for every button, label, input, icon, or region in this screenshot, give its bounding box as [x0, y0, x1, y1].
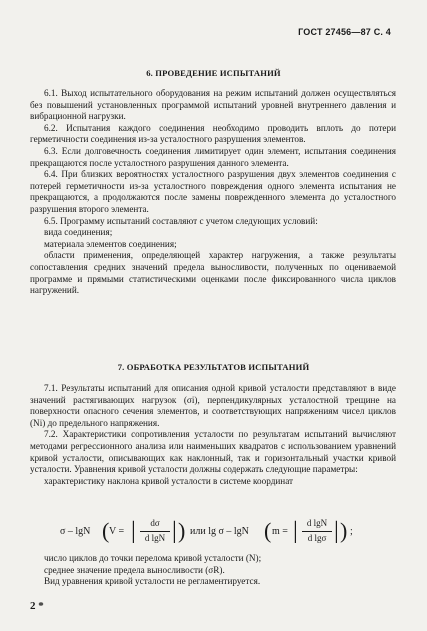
formula-numerator: dσ	[150, 518, 160, 528]
fraction-line	[302, 531, 332, 532]
formula-bracket: |	[131, 518, 136, 544]
paragraph-7-1: 7.1. Результаты испытаний для описания одной кривой усталости представляют в виде значений растягивающих нагрузок (σi), перпендикулярных усталостной трещине на поверхности опасного сечения элементов, и соответствующих напряжениям чисел циклов (Ni) до предельного напряжения.	[30, 383, 396, 428]
paragraph-6-5: 6.5. Программу испытаний составляют с учетом следующих условий:	[44, 215, 318, 226]
fraction-line	[140, 531, 170, 532]
section-7-after	[30, 553, 396, 588]
formula-bracket: |	[172, 518, 177, 544]
condition-item: материала элементов соединения;	[44, 238, 177, 249]
condition-item: вида соединения;	[44, 227, 113, 238]
param-endurance: среднее значение предела выносливости (σR).	[44, 564, 225, 575]
formula-bracket: |	[293, 518, 298, 544]
page-header: ГОСТ 27456—87 С. 4	[298, 27, 391, 37]
paragraph-6-4: 6.4. При близких вероятностях усталостного разрушения двух элементов соединения с потерей герметичности из-за усталостного повреждения одного элемента испытания не прекращаются, а продолжаются после замены поврежденного элемента до усталостного разрушения второго элемента.	[30, 169, 396, 214]
paragraph-7-2: 7.2. Характеристики сопротивления усталости по результатам испытаний вычисляют методами регрессионного анализа или наименьших квадратов с использованием уравнений кривой усталости, описывающих как наклонный, так и горизонтальный участки кривой усталости. Уравнения кривой усталости должны содержать следующие параметры:	[30, 429, 396, 475]
paragraph-6-3: 6.3. Если долговечность соединения лимитирует один элемент, испытания соединения прекращаются после усталостного разрушения данного элемента.	[30, 145, 396, 168]
formula-numerator: d lgN	[306, 518, 328, 528]
section-6-title: 6. ПРОВЕДЕНИЕ ИСПЫТАНИЙ	[146, 68, 281, 78]
formula-paren: (	[264, 518, 272, 543]
formula-paren: (	[102, 518, 110, 543]
formula-or-text: или lg σ – lgN	[190, 526, 249, 537]
formula-coordinates: σ – lgN	[60, 526, 91, 537]
paragraph-6-2: 6.2. Испытания каждого соединения необходимо проводить вплоть до потери герметичности соединения из-за усталостного разрушения элементов.	[30, 122, 396, 145]
page-number: 2 *	[30, 600, 44, 612]
slope-formula	[0, 518, 427, 548]
formula-v-eq: V =	[109, 526, 125, 537]
section-6-body	[30, 88, 396, 297]
paragraph-slope: характеристику наклона кривой усталости в системе координат	[44, 475, 294, 486]
formula-end: ;	[350, 526, 353, 537]
param-equation: Вид уравнения кривой усталости не регламентируется.	[44, 576, 261, 587]
formula-paren: )	[340, 518, 348, 543]
formula-denominator: d lgN	[144, 533, 166, 543]
param-cycles: число циклов до точки перелома кривой усталости (N);	[44, 553, 262, 563]
formula-bracket: |	[334, 518, 339, 544]
condition-item: области применения, определяющей характер нагружения, а также результаты сопоставления средних значений предела выносливости, полученных по оцениваемой программе и прямыми статистическими оценками после фиксированного числа циклов нагружений.	[30, 250, 396, 296]
section-7-body	[30, 383, 396, 487]
paragraph-6-1: 6.1. Выход испытательного оборудования на режим испытаний должен осуществляться без повышений установленных программой испытаний уровней внутреннего давления и вибрационной нагрузки.	[30, 88, 396, 122]
formula-denominator: d lgσ	[307, 533, 327, 543]
section-7-title: 7. ОБРАБОТКА РЕЗУЛЬТАТОВ ИСПЫТАНИЙ	[117, 362, 310, 372]
formula-paren: )	[178, 518, 186, 543]
formula-m-eq: m =	[272, 526, 288, 537]
